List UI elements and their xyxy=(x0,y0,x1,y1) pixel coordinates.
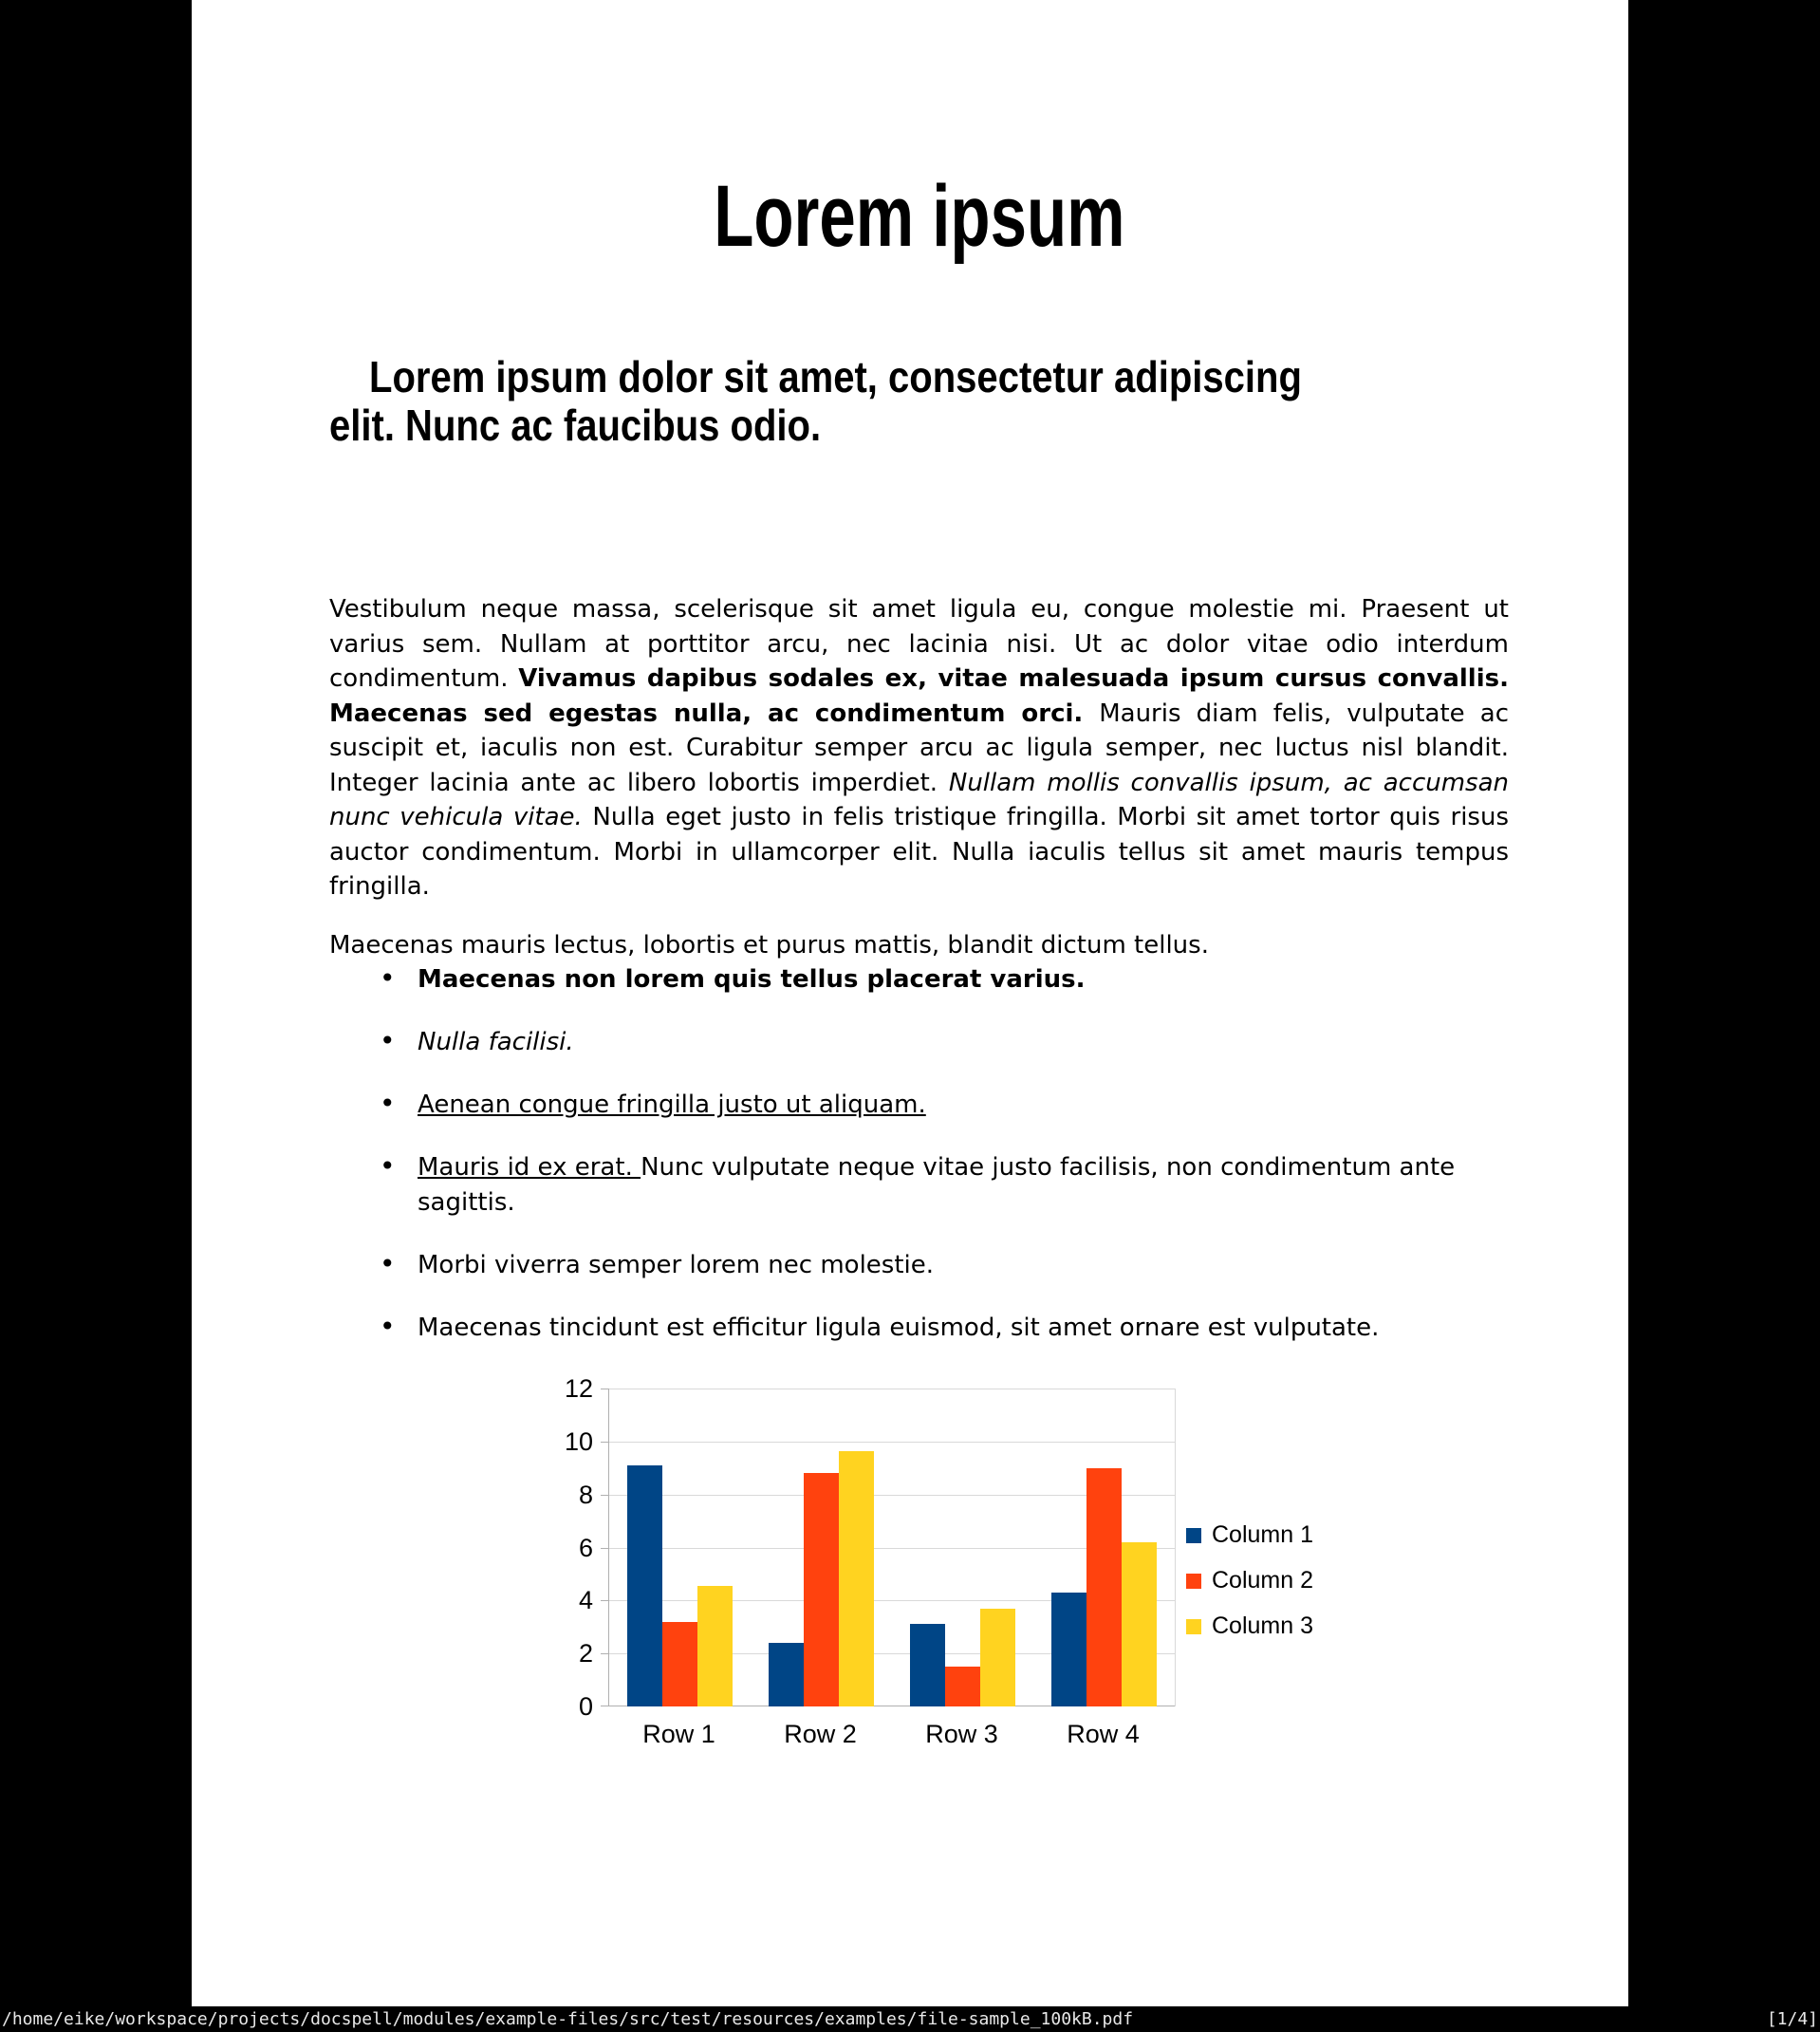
legend-item xyxy=(1186,1567,1313,1594)
y-tick-label: 6 xyxy=(578,1533,593,1562)
y-tick-label: 2 xyxy=(578,1639,593,1668)
text-run: Vivamus dapibus sodales ex, vitae malesuada ipsum cursus convallis. Maecenas sed egestas nulla, ac condimentum orci. xyxy=(329,664,1509,728)
text-run: Aenean congue fringilla justo ut aliquam. xyxy=(418,1091,926,1119)
text-run: Morbi viverra semper lorem nec molestie. xyxy=(418,1250,935,1279)
bar-column-3 xyxy=(697,1586,733,1706)
y-axis-tick xyxy=(601,1600,608,1601)
gridline xyxy=(609,1442,1175,1443)
bar-column-1 xyxy=(627,1465,662,1706)
legend-label: Column 1 xyxy=(1212,1521,1313,1548)
gridline xyxy=(609,1495,1175,1496)
list-item xyxy=(418,1088,1509,1123)
pdf-page[interactable] xyxy=(192,0,1628,2006)
heading-line-2: elit. Nunc ac faucibus odio. xyxy=(329,401,822,450)
chart-legend xyxy=(1186,1521,1313,1658)
bar-column-3 xyxy=(839,1451,874,1706)
text-run: Nunc vulputate neque vitae justo facilisis, non condimentum ante sagittis. xyxy=(418,1153,1456,1217)
bar-column-2 xyxy=(804,1473,839,1706)
gridline xyxy=(609,1548,1175,1549)
list-item xyxy=(418,1025,1509,1060)
list-item xyxy=(418,962,1509,997)
text-run: Mauris id ex erat. xyxy=(418,1153,641,1182)
paragraph-secondary: Maecenas mauris lectus, lobortis et purus mattis, blandit dictum tellus. xyxy=(329,931,1209,960)
bar-group xyxy=(609,1389,751,1706)
legend-item xyxy=(1186,1613,1313,1640)
list-item xyxy=(418,1248,1509,1283)
bar-column-3 xyxy=(980,1609,1015,1706)
document-title-text: Lorem ipsum xyxy=(713,168,1125,265)
legend-swatch xyxy=(1186,1528,1201,1543)
y-tick-label: 0 xyxy=(578,1692,593,1721)
bar-group xyxy=(892,1389,1033,1706)
text-run: Vestibulum neque massa, scelerisque sit amet ligula eu, congue molestie mi. Praesent ut varius sem. Nullam at porttitor arcu, nec lacinia nisi. Ut ac dolor vitae odio interdum condimentum. xyxy=(329,595,1509,693)
x-tick-label: Row 2 xyxy=(784,1720,857,1748)
y-axis-tick xyxy=(601,1653,608,1654)
text-run: Nulla facilisi. xyxy=(418,1028,574,1056)
y-tick-label: 12 xyxy=(564,1374,593,1403)
legend-swatch xyxy=(1186,1619,1201,1634)
bar-column-1 xyxy=(769,1643,804,1706)
paragraph-main xyxy=(329,592,1509,904)
legend-item xyxy=(1186,1521,1313,1549)
list-item xyxy=(418,1150,1509,1220)
chart-plot-area xyxy=(608,1389,1176,1706)
text-run: Mauris diam felis, vulputate ac suscipit et, iaculis non est. Curabitur semper arcu ac ligula semper, nec luctus nisl blandit. Integer lacinia ante ac libero lobortis imperdiet. xyxy=(329,699,1510,797)
y-axis-tick xyxy=(601,1548,608,1549)
document-title xyxy=(329,169,1509,264)
text-run: Nullam mollis convallis ipsum, ac accumsan nunc vehicula vitae. xyxy=(329,768,1510,831)
bar-column-3 xyxy=(1122,1542,1157,1706)
page-indicator: [1/4] xyxy=(1766,2009,1818,2029)
bar-column-2 xyxy=(1086,1468,1122,1706)
gridline xyxy=(609,1600,1175,1601)
bullet-list xyxy=(418,962,1509,1373)
y-tick-label: 4 xyxy=(578,1586,593,1615)
heading-line-1: Lorem ipsum dolor sit amet, consectetur adipiscing xyxy=(369,352,1302,401)
y-axis-tick xyxy=(601,1442,608,1443)
x-tick-label: Row 4 xyxy=(1067,1720,1140,1748)
legend-label: Column 2 xyxy=(1212,1567,1313,1594)
bar-group xyxy=(1033,1389,1175,1706)
bar-column-2 xyxy=(662,1622,697,1706)
bar-group xyxy=(751,1389,892,1706)
x-tick-label: Row 3 xyxy=(925,1720,998,1748)
legend-label: Column 3 xyxy=(1212,1613,1313,1639)
status-bar xyxy=(0,2006,1820,2032)
file-path: /home/eike/workspace/projects/docspell/modules/example-files/src/test/resources/examples/file-sample_100kB.pdf xyxy=(2,2009,1134,2029)
y-axis-tick xyxy=(601,1495,608,1496)
bar-column-1 xyxy=(1051,1593,1086,1706)
text-run: Nulla eget justo in felis tristique fringilla. Morbi sit amet tortor quis risus auctor condimentum. Morbi in ullamcorper elit. Nulla iaculis tellus sit amet mauris tempus fringilla. xyxy=(329,803,1509,901)
document-heading xyxy=(329,353,1509,450)
bar-column-2 xyxy=(945,1667,980,1706)
text-run: Maecenas non lorem quis tellus placerat varius. xyxy=(418,965,1086,994)
bar-column-1 xyxy=(910,1624,945,1706)
x-tick-label: Row 1 xyxy=(642,1720,715,1748)
gridline xyxy=(609,1653,1175,1654)
text-run: Maecenas tincidunt est efficitur ligula euismod, sit amet ornare est vulputate. xyxy=(418,1313,1380,1342)
legend-swatch xyxy=(1186,1574,1201,1589)
list-item xyxy=(418,1311,1509,1346)
y-tick-label: 10 xyxy=(564,1426,593,1456)
y-tick-label: 8 xyxy=(578,1480,593,1509)
